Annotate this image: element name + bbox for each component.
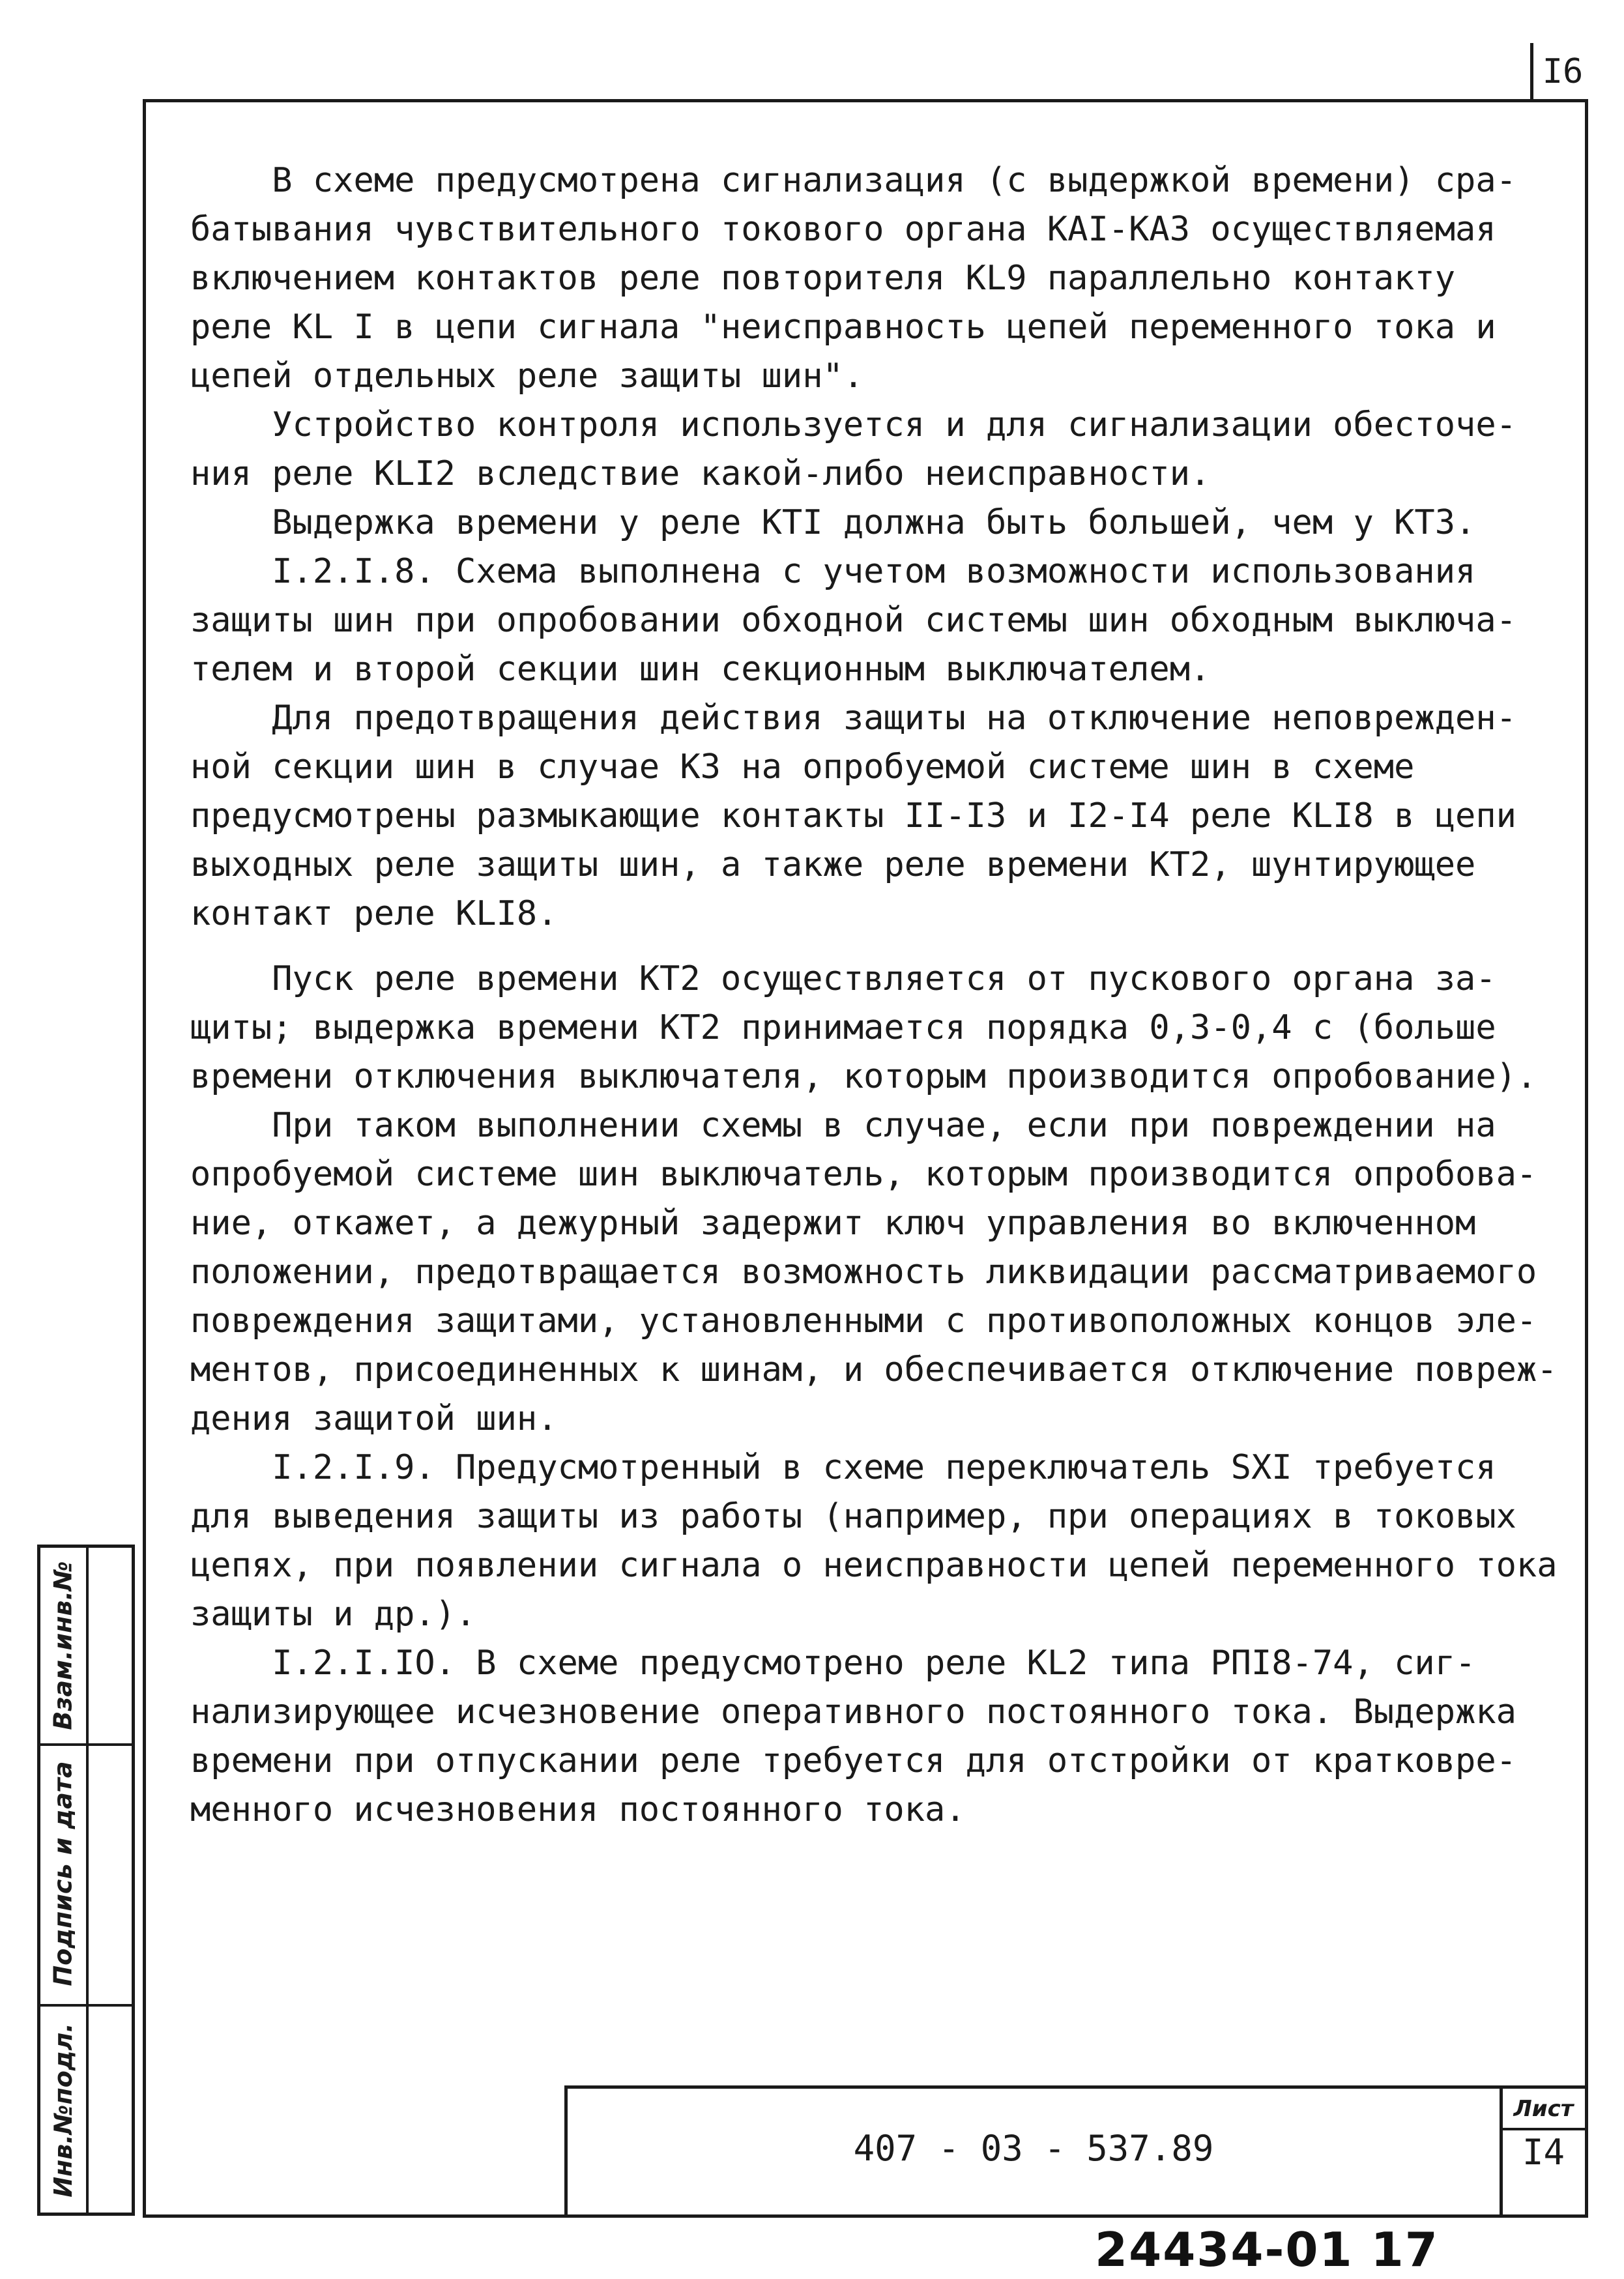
text-line: выходных реле защиты шин, а также реле времени КТ2, шунтирующее bbox=[190, 845, 1476, 884]
text-line: При таком выполнении схемы в случае, если при повреждении на bbox=[190, 1106, 1496, 1145]
text-line: телем и второй секции шин секционным выключателем. bbox=[190, 650, 1211, 689]
text-line: предусмотрены размыкающие контакты II-I3 и I2-I4 реле KLI8 в цепи bbox=[190, 796, 1516, 835]
text-line: цепях, при появлении сигнала о неисправности цепей переменного тока bbox=[190, 1546, 1558, 1585]
text-line: Выдержка времени у реле КТI должна быть большей, чем у КТЗ. bbox=[190, 503, 1476, 542]
text-line: повреждения защитами, установленными с противоположных концов эле- bbox=[190, 1301, 1537, 1341]
text-line: ние, откажет, а дежурный задержит ключ управления во включенном bbox=[190, 1204, 1476, 1243]
title-block-divider bbox=[1500, 2128, 1585, 2130]
text-line: ния реле KLI2 вследствие какой-либо неисправности. bbox=[190, 454, 1211, 493]
text-line: ной секции шин в случае КЗ на опробуемой системе шин в схеме bbox=[190, 748, 1415, 787]
text-line: В схеме предусмотрена сигнализация (с выдержкой времени) сра- bbox=[190, 161, 1516, 200]
text-line: включением контактов реле повторителя KL9 параллельно контакту bbox=[190, 259, 1456, 298]
text-line: Для предотвращения действия защиты на отключение неповрежден- bbox=[190, 699, 1516, 738]
text-line: реле KL I в цепи сигнала "неисправность цепей переменного тока и bbox=[190, 308, 1496, 347]
text-line: I.2.I.9. Предусмотренный в схеме переключатель SXI требуется bbox=[190, 1448, 1496, 1487]
text-line bbox=[190, 938, 1546, 955]
text-line: цепей отдельных реле защиты шин". bbox=[190, 356, 864, 396]
handwritten-number: 24434-01 17 bbox=[1095, 2222, 1439, 2277]
text-line: нализирующее исчезновение оперативного постоянного тока. Выдержка bbox=[190, 1692, 1516, 1732]
text-line: защиты и др.). bbox=[190, 1595, 476, 1634]
body-text bbox=[190, 156, 1558, 1835]
text-line: времени при отпускании реле требуется для отстройки от кратковре- bbox=[190, 1741, 1516, 1780]
text-line: ментов, присоединенных к шинам, и обеспечивается отключение повреж- bbox=[190, 1350, 1558, 1389]
text-line: защиты шин при опробовании обходной системы шин обходным выключа- bbox=[190, 601, 1516, 640]
text-line: I.2.I.IO. В схеме предусмотрено реле KL2 типа РПI8-74, сиг- bbox=[190, 1644, 1476, 1683]
side-stamp-divider bbox=[86, 1548, 89, 2213]
text-line: для выведения защиты из работы (например, при операциях в токовых bbox=[190, 1497, 1516, 1536]
text-line: I.2.I.8. Схема выполнена с учетом возможности использования bbox=[190, 552, 1476, 591]
text-line: батывания чувствительного токового органа КАI-КАЗ осуществляемая bbox=[190, 210, 1496, 249]
text-line: контакт реле KLI8. bbox=[190, 894, 558, 933]
side-stamp bbox=[37, 1545, 135, 2216]
side-label-vzam: Взам.инв.№ bbox=[49, 1561, 78, 1730]
text-line: менного исчезновения постоянного тока. bbox=[190, 1790, 966, 1829]
text-line: положении, предотвращается возможность ликвидации рассматриваемого bbox=[190, 1253, 1537, 1292]
text-line: Устройство контроля используется и для сигнализации обесточе- bbox=[190, 405, 1516, 444]
document-code: 407 - 03 - 537.89 bbox=[853, 2128, 1214, 2169]
text-line: щиты; выдержка времени КТ2 принимается порядка 0,3-0,4 с (больше bbox=[190, 1008, 1496, 1047]
text-line: времени отключения выключателя, которым производится опробование). bbox=[190, 1057, 1537, 1096]
text-line: дения защитой шин. bbox=[190, 1399, 558, 1438]
text-line: Пуск реле времени КТ2 осуществляется от пускового органа за- bbox=[190, 959, 1496, 998]
title-block bbox=[564, 2085, 1588, 2218]
sheet-label: Лист bbox=[1513, 2096, 1574, 2122]
side-label-podpis: Подпись и дата bbox=[49, 1761, 78, 1986]
sheet-number: I4 bbox=[1522, 2132, 1565, 2173]
side-label-inv-podl: Инв.№подл. bbox=[49, 2022, 78, 2198]
top-page-number: I6 bbox=[1530, 43, 1592, 100]
text-line: опробуемой системе шин выключатель, которым производится опробова- bbox=[190, 1155, 1537, 1194]
